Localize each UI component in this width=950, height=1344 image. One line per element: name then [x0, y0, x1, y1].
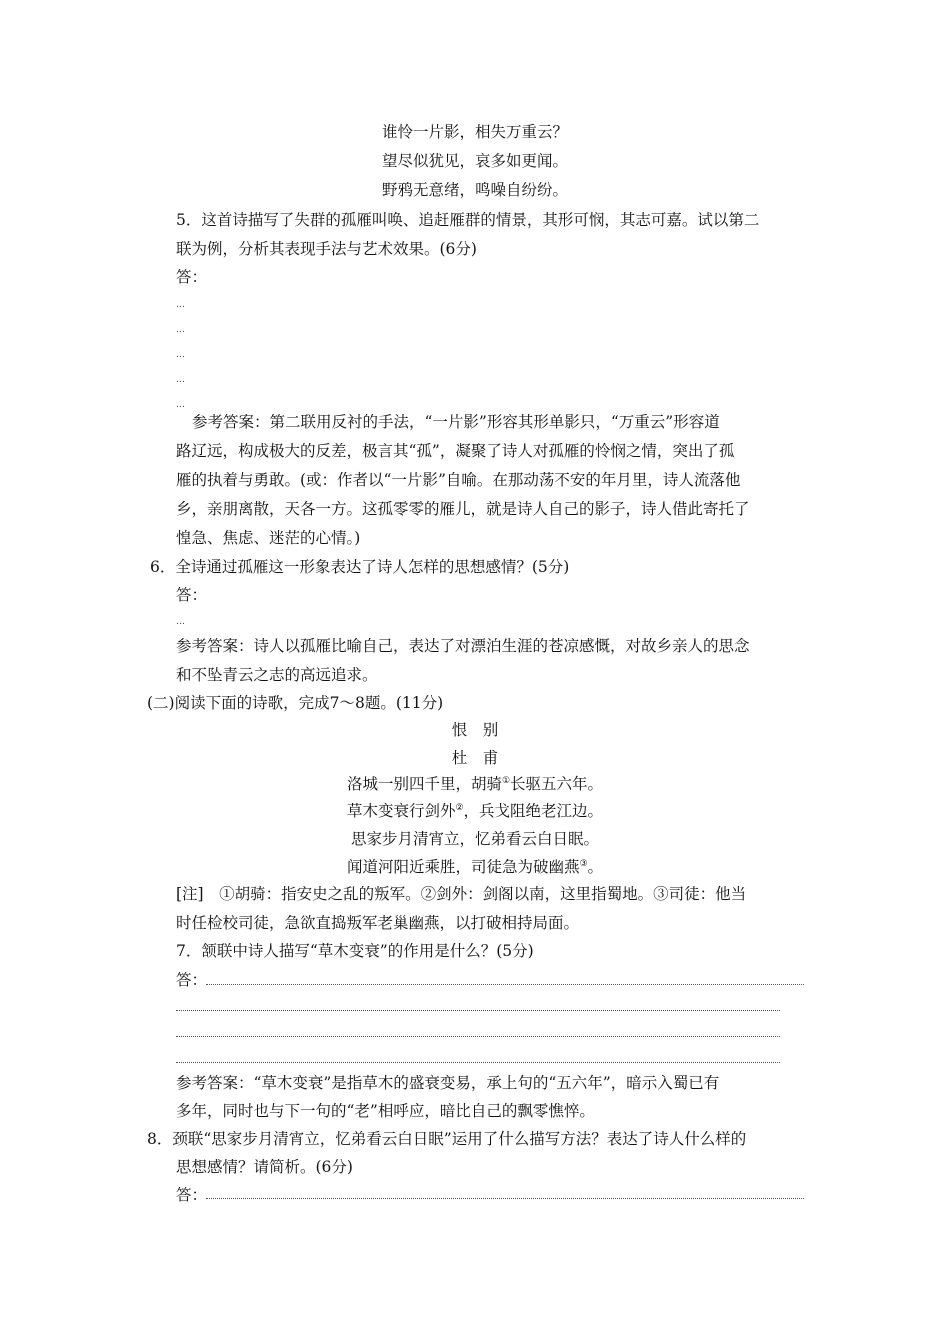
answer-label: 答： [176, 1186, 208, 1204]
reference-answer: 参考答案：第二联用反衬的手法，“一片影”形容其形单影只，“万重云”形容道 [192, 413, 720, 431]
answer-line[interactable] [176, 1010, 780, 1011]
poem-line: 望尽似犹见，哀多如更闻。 [381, 152, 568, 170]
reference-answer: 参考答案：诗人以孤雁比喻自己，表达了对漂泊生涯的苍凉感慨，对故乡亲人的思念 [176, 637, 750, 655]
answer-label: 答： [176, 268, 208, 286]
question-5-stem: 5．这首诗描写了失群的孤雁叫唤、追赶雁群的情景，其形可悯，其志可嘉。试以第二 [176, 211, 760, 229]
answer-blank[interactable]: … [176, 617, 185, 627]
reference-answer: 惶急、焦虑、迷茫的心情。) [176, 529, 361, 547]
reference-answer: 雁的执着与勇敢。(或：作者以“一片影”自喻。在那动荡不安的年月里，诗人流落他 [176, 471, 741, 489]
answer-blank[interactable]: … [176, 375, 185, 385]
answer-label: 答： [176, 971, 208, 989]
reference-answer: 参考答案：“草木变衰”是指草木的盛衰变易，承上句的“五六年”，暗示入蜀已有 [176, 1074, 720, 1092]
poem-line: 草木变衰行剑外②，兵戈阻绝老江边。 [346, 802, 604, 820]
reference-answer: 多年，同时也与下一句的“老”相呼应，暗比自己的飘零憔悴。 [176, 1102, 595, 1120]
answer-line[interactable] [176, 1036, 780, 1037]
answer-line[interactable] [206, 1198, 804, 1199]
answer-blank[interactable]: … [176, 325, 185, 335]
answer-line[interactable] [176, 1062, 780, 1063]
note: 时任检校司徒，急欲直捣叛军老巢幽燕，以打破相持局面。 [176, 914, 580, 932]
poem-author: 杜 甫 [451, 749, 499, 767]
poem-line: 谁怜一片影，相失万重云？ [381, 123, 568, 141]
poem-title: 恨 别 [451, 721, 499, 739]
reference-answer: 和不坠青云之志的高远追求。 [176, 666, 378, 684]
answer-line[interactable] [206, 984, 804, 985]
answer-blank[interactable]: … [176, 350, 185, 360]
section-heading: (二)阅读下面的诗歌，完成7～8题。(11分) [147, 694, 444, 712]
poem-line: 闻道河阳近乘胜，司徒急为破幽燕③。 [346, 858, 604, 876]
answer-blank[interactable]: … [176, 400, 185, 410]
footnote-marker: ③ [579, 859, 588, 869]
question-8-stem: 思想感情？请简析。(6分) [176, 1158, 353, 1176]
footnote-marker: ② [455, 803, 464, 813]
poem-line: 洛城一别四千里，胡骑①长驱五六年。 [346, 775, 604, 793]
reference-answer: 路辽远，构成极大的反差，极言其“孤”，凝聚了诗人对孤雁的怜悯之情，突出了孤 [176, 442, 735, 460]
poem-line: 野鸦无意绪，鸣噪自纷纷。 [381, 181, 568, 199]
footnote-marker: ① [501, 776, 511, 786]
answer-label: 答： [176, 586, 208, 604]
note: [注] ①胡骑：指安史之乱的叛军。②剑外：剑阁以南，这里指蜀地。③司徒：他当 [176, 885, 747, 903]
answer-blank[interactable]: … [176, 300, 185, 310]
question-8-stem: 8．颈联“思家步月清宵立，忆弟看云白日眠”运用了什么描写方法？表达了诗人什么样的 [147, 1130, 747, 1148]
question-6-stem: 6．全诗通过孤雁这一形象表达了诗人怎样的思想感情？(5分) [150, 558, 570, 576]
reference-answer: 乡，亲朋离散，天各一方。这孤零零的雁儿，就是诗人自己的影子，诗人借此寄托了 [176, 500, 750, 518]
question-7-stem: 7．颔联中诗人描写“草木变衰”的作用是什么？(5分) [176, 942, 534, 960]
question-5-stem: 联为例，分析其表现手法与艺术效果。(6分) [176, 240, 477, 258]
poem-line: 思家步月清宵立，忆弟看云白日眠。 [350, 830, 599, 848]
